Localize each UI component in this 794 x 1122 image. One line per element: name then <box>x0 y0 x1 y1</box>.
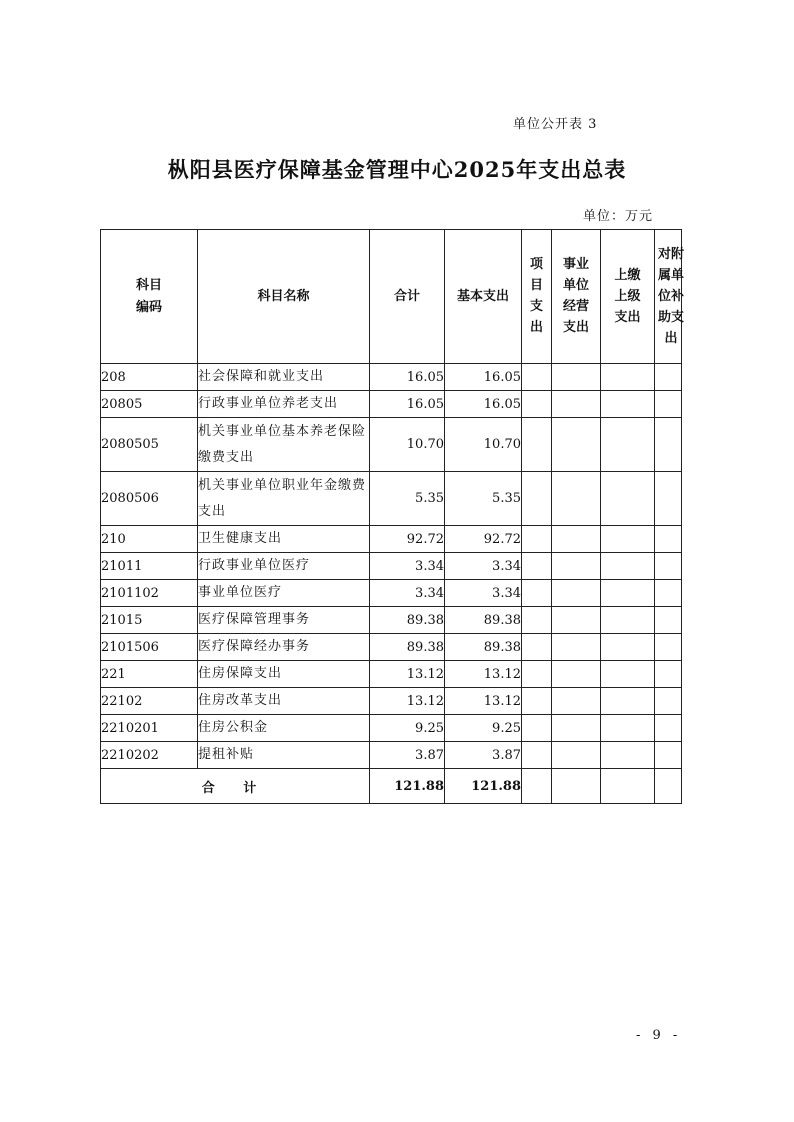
row-basic: 13.12 <box>445 688 522 715</box>
header-total: 合计 <box>370 230 445 364</box>
row-business <box>552 472 601 526</box>
row-total: 10.70 <box>370 418 445 472</box>
row-business <box>552 742 601 769</box>
total-business <box>552 769 601 804</box>
row-name: 卫生健康支出 <box>198 526 370 553</box>
row-name: 机关事业单位基本养老保险缴费支出 <box>198 418 370 472</box>
row-upper <box>601 634 655 661</box>
row-total: 89.38 <box>370 607 445 634</box>
table-row <box>101 580 682 607</box>
table-row <box>101 418 682 472</box>
row-code: 2080506 <box>101 472 198 526</box>
table-header-row <box>101 230 682 364</box>
row-basic: 89.38 <box>445 634 522 661</box>
row-basic: 3.34 <box>445 553 522 580</box>
row-name: 行政事业单位医疗 <box>198 553 370 580</box>
table-row <box>101 391 682 418</box>
table-row <box>101 526 682 553</box>
row-upper <box>601 418 655 472</box>
row-basic: 3.34 <box>445 580 522 607</box>
row-code: 2080505 <box>101 418 198 472</box>
row-subsidy <box>655 742 682 769</box>
row-code: 20805 <box>101 391 198 418</box>
row-upper <box>601 661 655 688</box>
row-subsidy <box>655 580 682 607</box>
table-row <box>101 634 682 661</box>
row-project <box>522 634 552 661</box>
row-total: 3.34 <box>370 580 445 607</box>
row-code: 21015 <box>101 607 198 634</box>
row-basic: 9.25 <box>445 715 522 742</box>
row-basic: 3.87 <box>445 742 522 769</box>
total-subsidy <box>655 769 682 804</box>
row-project <box>522 526 552 553</box>
total-upper <box>601 769 655 804</box>
row-name: 医疗保障经办事务 <box>198 634 370 661</box>
row-upper <box>601 553 655 580</box>
row-subsidy <box>655 607 682 634</box>
row-code: 208 <box>101 364 198 391</box>
row-basic: 16.05 <box>445 364 522 391</box>
total-basic: 121.88 <box>445 769 522 804</box>
total-row <box>101 769 682 804</box>
row-name: 事业单位医疗 <box>198 580 370 607</box>
row-subsidy <box>655 418 682 472</box>
row-upper <box>601 472 655 526</box>
row-project <box>522 364 552 391</box>
row-project <box>522 688 552 715</box>
row-name: 住房公积金 <box>198 715 370 742</box>
row-code: 22102 <box>101 688 198 715</box>
row-project <box>522 553 552 580</box>
row-upper <box>601 607 655 634</box>
row-business <box>552 391 601 418</box>
table-row <box>101 742 682 769</box>
header-basic: 基本支出 <box>445 230 522 364</box>
header-project: 项目支出 <box>522 230 552 364</box>
page-number: - 9 - <box>636 1028 682 1043</box>
row-upper <box>601 742 655 769</box>
row-basic: 92.72 <box>445 526 522 553</box>
row-subsidy <box>655 526 682 553</box>
row-basic: 89.38 <box>445 607 522 634</box>
row-subsidy <box>655 553 682 580</box>
row-total: 13.12 <box>370 661 445 688</box>
table-row <box>101 661 682 688</box>
table-row <box>101 472 682 526</box>
row-code: 221 <box>101 661 198 688</box>
row-upper <box>601 715 655 742</box>
header-name: 科目名称 <box>198 230 370 364</box>
row-basic: 13.12 <box>445 661 522 688</box>
row-subsidy <box>655 715 682 742</box>
row-code: 2101506 <box>101 634 198 661</box>
row-name: 社会保障和就业支出 <box>198 364 370 391</box>
row-name: 住房改革支出 <box>198 688 370 715</box>
row-upper <box>601 688 655 715</box>
table-row <box>101 553 682 580</box>
row-total: 16.05 <box>370 391 445 418</box>
table-row <box>101 607 682 634</box>
row-business <box>552 688 601 715</box>
row-project <box>522 742 552 769</box>
row-upper <box>601 526 655 553</box>
row-business <box>552 526 601 553</box>
row-total: 3.34 <box>370 553 445 580</box>
row-code: 2101102 <box>101 580 198 607</box>
row-name: 行政事业单位养老支出 <box>198 391 370 418</box>
table-label: 单位公开表 3 <box>513 117 598 132</box>
page-title: 枞阳县医疗保障基金管理中心2025年支出总表 <box>167 157 627 182</box>
header-code: 科目编码 <box>101 230 198 364</box>
row-name: 机关事业单位职业年金缴费支出 <box>198 472 370 526</box>
total-project <box>522 769 552 804</box>
table-row <box>101 688 682 715</box>
row-name: 医疗保障管理事务 <box>198 607 370 634</box>
row-project <box>522 715 552 742</box>
row-code: 210 <box>101 526 198 553</box>
row-project <box>522 661 552 688</box>
row-business <box>552 553 601 580</box>
header-upper: 上缴上级支出 <box>601 230 655 364</box>
row-basic: 16.05 <box>445 391 522 418</box>
header-subsidy: 对附属单位补助支出 <box>655 230 682 364</box>
row-subsidy <box>655 472 682 526</box>
row-name: 住房保障支出 <box>198 661 370 688</box>
total-amount: 121.88 <box>370 769 445 804</box>
row-name: 提租补贴 <box>198 742 370 769</box>
row-business <box>552 661 601 688</box>
row-subsidy <box>655 661 682 688</box>
row-total: 16.05 <box>370 364 445 391</box>
total-label: 合 计 <box>101 769 370 804</box>
row-project <box>522 391 552 418</box>
row-project <box>522 418 552 472</box>
row-code: 2210202 <box>101 742 198 769</box>
row-project <box>522 580 552 607</box>
row-basic: 5.35 <box>445 472 522 526</box>
row-total: 92.72 <box>370 526 445 553</box>
expenditure-table <box>100 229 682 804</box>
row-subsidy <box>655 391 682 418</box>
table-row <box>101 364 682 391</box>
row-business <box>552 580 601 607</box>
row-subsidy <box>655 634 682 661</box>
row-code: 2210201 <box>101 715 198 742</box>
row-upper <box>601 391 655 418</box>
unit-label: 单位：万元 <box>583 209 654 224</box>
row-project <box>522 607 552 634</box>
row-upper <box>601 580 655 607</box>
row-business <box>552 715 601 742</box>
row-total: 13.12 <box>370 688 445 715</box>
row-subsidy <box>655 364 682 391</box>
row-business <box>552 634 601 661</box>
row-basic: 10.70 <box>445 418 522 472</box>
row-subsidy <box>655 688 682 715</box>
row-business <box>552 364 601 391</box>
row-upper <box>601 364 655 391</box>
row-total: 89.38 <box>370 634 445 661</box>
row-total: 9.25 <box>370 715 445 742</box>
row-total: 5.35 <box>370 472 445 526</box>
row-code: 21011 <box>101 553 198 580</box>
row-business <box>552 418 601 472</box>
row-total: 3.87 <box>370 742 445 769</box>
header-business: 事业单位经营支出 <box>552 230 601 364</box>
table-row <box>101 715 682 742</box>
row-business <box>552 607 601 634</box>
row-project <box>522 472 552 526</box>
